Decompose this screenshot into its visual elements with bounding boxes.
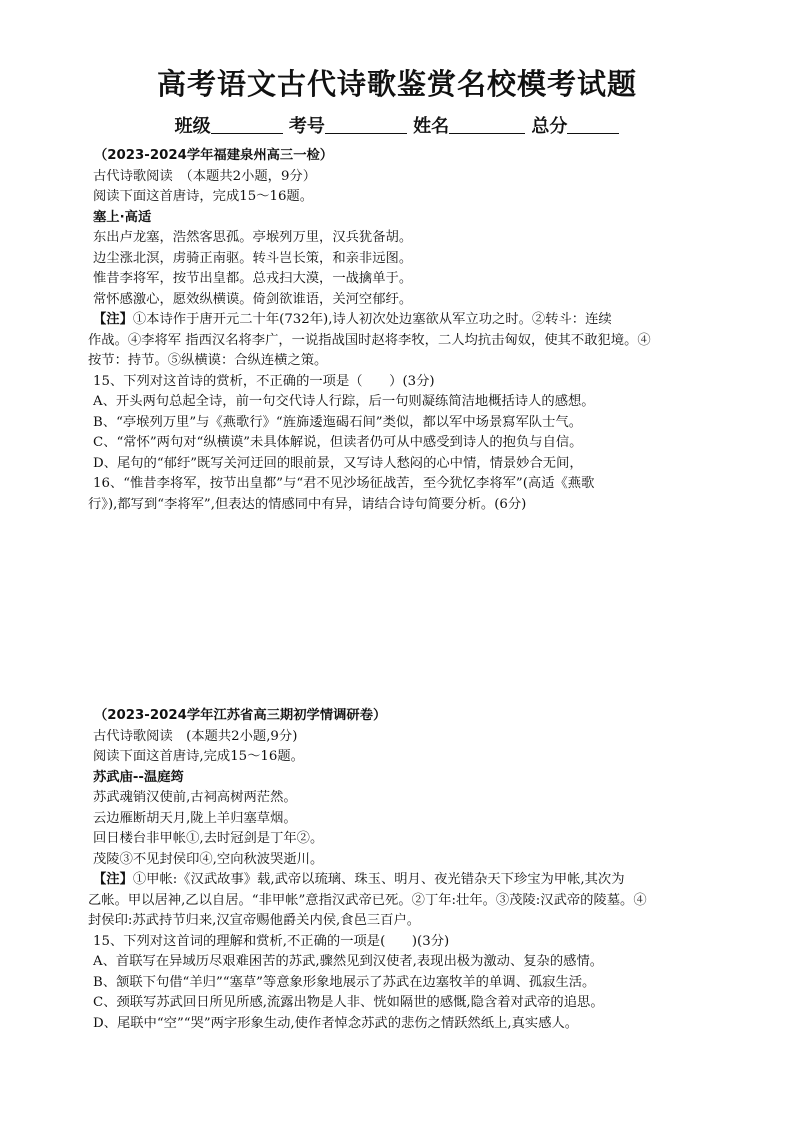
section-2 [88, 706, 738, 1034]
poem-line: 常怀感激心，愿效纵横谟。倚剑欲谁语，关河空郁纡。 [93, 291, 413, 307]
note [88, 310, 738, 331]
poem-line: 苏武魂销汉使前,古祠高树两茫然。 [93, 790, 297, 805]
section-1 [88, 146, 738, 515]
section-source: （2023-2024学年江苏省高三期初学情调研卷） [94, 708, 387, 723]
poem-line: 云边雁断胡天月,陇上羊归塞草烟。 [93, 810, 297, 826]
poem-line: 东出卢龙塞，浩然客思孤。亭堠列万里，汉兵犹备胡。 [93, 230, 413, 245]
question-15: 15、下列对这首诗的赏析，不正确的一项是（ ）(3分) [93, 373, 435, 389]
option-a: A、首联写在异域历尽艰难困苦的苏武,骤然见到汉使者,表现出极为激动、复杂的感情。 [93, 954, 604, 969]
note-line: ①甲帐:《汉武故事》载,武帝以琉璃、珠玉、明月、夜光错杂天下珍宝为甲帐,其次为 [132, 872, 625, 887]
option-c: C、“常怀”两句对“纵横谟”未具体解说，但读者仍可从中感受到诗人的抱负与自信。 [93, 435, 583, 450]
note-label: 【注】 [93, 312, 133, 327]
instruction: 阅读下面这首唐诗,完成15～16题。 [93, 749, 304, 764]
option-d: D、尾联中“空”“哭”两字形象生动,使作者悼念苏武的悲伤之情跃然纸上,真实感人。 [93, 1015, 579, 1031]
score-label: 总分 [531, 116, 568, 137]
poem-title: 塞上·高适 [93, 209, 152, 225]
number-label: 考号 [288, 116, 325, 137]
question-16: 16、“惟昔李将军，按节出皇都”与“君不见沙场征战苦，至今犹忆李将军”(高适《燕歌 [93, 476, 595, 491]
poem-line: 边尘涨北溟，虏骑正南驱。转斗岂长策，和亲非远图。 [93, 250, 413, 266]
class-blank[interactable] [211, 115, 283, 134]
option-c: C、颈联写苏武回日所见所感,流露出物是人非、恍如隔世的感慨,隐含着对武帝的追思。 [93, 995, 604, 1010]
poem-line: 回日楼台非甲帐①,去时冠剑是丁年②。 [93, 831, 324, 846]
note-line: 作战。④李将军 指西汉名将李广，一说指战国时赵将李牧，二人均抗击匈奴，使其不敢犯境。④ [88, 332, 651, 348]
option-a: A、开头两句总起全诗，前一句交代诗人行踪，后一句则凝练简洁地概括诗人的感想。 [93, 394, 595, 409]
note-line: 按节：持节。⑤纵横谟：合纵连横之策。 [88, 353, 328, 368]
student-info-line [0, 112, 794, 138]
name-label: 姓名 [413, 116, 450, 137]
note-line: ①本诗作于唐开元二十年(732年),诗人初次处边塞欲从军立功之时。②转斗：连续 [132, 312, 612, 327]
section-source: （2023-2024学年福建泉州高三一检） [94, 148, 334, 163]
name-blank[interactable] [449, 115, 525, 134]
option-d: D、尾句的“郁纡”既写关河迂回的眼前景，又写诗人愁闷的心中情，情景妙合无间， [93, 455, 583, 471]
poem-title: 苏武庙--温庭筠 [93, 769, 184, 785]
instruction: 阅读下面这首唐诗，完成15～16题。 [93, 189, 313, 204]
note-line: 封侯印:苏武持节归来,汉宣帝赐他爵关内侯,食邑三百户。 [88, 913, 421, 928]
note-line: 乙帐。甲以居神,乙以自居。“非甲帐”意指汉武帝已死。②丁年:壮年。③茂陵:汉武帝的陵墓。④ [88, 892, 647, 908]
section-heading: 古代诗歌阅读 （本题共2小题，9分） [93, 168, 317, 184]
option-b: B、“亭堠列万里”与《燕歌行》“旌旆逶迤碣石间”类似，都以军中场景寫军队士气。 [93, 414, 583, 430]
score-blank[interactable] [567, 115, 619, 134]
note-label: 【注】 [93, 872, 133, 887]
note [88, 870, 738, 891]
page-title: 高考语文古代诗歌鉴赏名校模考试题 [156, 67, 637, 101]
poem-line: 茂陵③不见封侯印④,空向秋波哭逝川。 [93, 851, 324, 867]
class-label: 班级 [174, 116, 211, 137]
number-blank[interactable] [325, 115, 407, 134]
question-16-cont: 行》),都写到“李将军”,但表达的情感同中有异，请结合诗句简要分析。(6分) [88, 496, 527, 512]
poem-line: 惟昔李将军，按节出皇都。总戎扫大漠，一战擒单于。 [93, 271, 413, 286]
question-15: 15、下列对这首词的理解和赏析,不正确的一项是( )(3分) [93, 933, 450, 949]
option-b: B、颔联下句借“羊归”“塞草”等意象形象地展示了苏武在边塞牧羊的单调、孤寂生活。 [93, 974, 596, 990]
section-heading: 古代诗歌阅读 (本题共2小题,9分) [93, 728, 298, 744]
